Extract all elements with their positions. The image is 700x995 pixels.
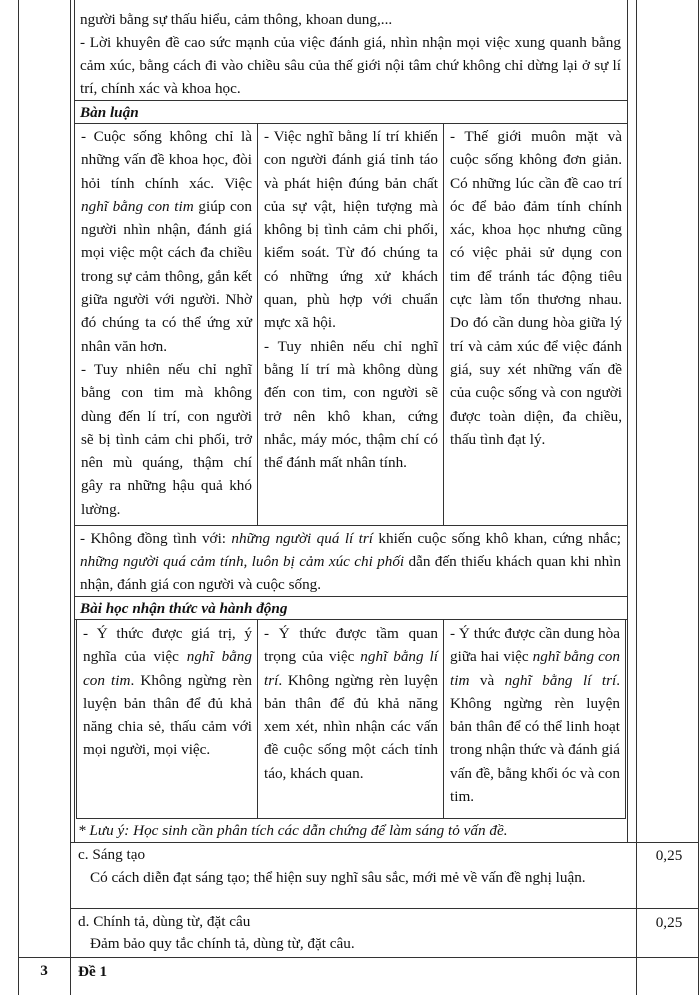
table-border-right — [698, 0, 699, 995]
discussion-heading: Bàn luận — [80, 104, 139, 121]
lesson-col-balance — [443, 620, 625, 818]
criteria-d-score: 0,25 — [655, 914, 683, 931]
lesson-col3-text-b: . Không ngừng rèn luyện bản thân để có thể linh hoạt trong nhận thức và đánh giá vấn đề, bằng khối óc và con tim. — [450, 671, 620, 806]
discussion-col2-para2: - Tuy nhiên nếu chỉ nghĩ bằng lí trí mà không dùng đến con tim, con người sẽ trở nên khô khan, cứng nhắc, máy móc, thậm chí có thể đánh mất nhân tính. — [264, 337, 438, 472]
lesson-columns — [76, 619, 626, 819]
lesson-col-heart — [77, 620, 257, 818]
note-text: * Lưu ý: Học sinh cần phân tích các dẫn chứng để làm sáng tỏ vấn đề. — [78, 822, 508, 839]
discussion-col3-para1: - Thế giới muôn mặt và cuộc sống không đơn giản. Có những lúc cần đề cao trí óc để bảo đảm tính chính xác, khoa học nhưng cũng có việc phải sử dụng con tim để tránh tác động tiêu cực làm tổn thương nhau. Do đó cần dung hòa giữa lý trí và cảm xúc để việc đánh giá, suy xét những vấn đề của cuộc sống và con người được toàn diện, đa chiều, thấu tình đạt lý. — [450, 128, 622, 448]
discussion-columns — [74, 123, 628, 526]
lesson-heading: Bài học nhận thức và hành động — [80, 600, 288, 617]
criteria-c-desc: Có cách diễn đạt sáng tạo; thể hiện suy nghĩ sâu sắc, mới mẻ về vấn đề nghị luận. — [90, 869, 586, 886]
section-number: 3 — [40, 962, 48, 979]
row-divider-section-3 — [18, 957, 699, 958]
section-label: Đề 1 — [78, 963, 108, 980]
discussion-col1-text-a: - Cuộc sống không chỉ là những vấn đề khoa học, đòi hỏi tính chính xác. Việc — [81, 128, 252, 192]
discussion-col2-para1: - Việc nghĩ bằng lí trí khiến con người đánh giá tỉnh táo và phát hiện đúng bản chất của sự vật, hiện tượng mà không bị tình cảm chi phối, kiểm soát. Từ đó chúng ta có những ứng xử khách quan, phù hợp với chuẩn mực xã hội. — [264, 128, 438, 332]
disagree-text-a: - Không đồng tình với: — [80, 530, 232, 547]
lesson-col3-emphasis-1: nghĩ bằng con tim — [450, 648, 620, 689]
lesson-col1-text-a: - Ý thức được giá trị, ý nghĩa của việc — [83, 625, 252, 666]
lesson-col1-emphasis: nghĩ bằng con tim — [83, 648, 252, 689]
disagree-text-c: dẫn đến thiếu khách quan khi nhìn nhận, đánh giá con người và cuộc sống. — [80, 553, 621, 593]
row-divider-criteria-d — [70, 908, 699, 909]
discussion-col-reason — [257, 123, 443, 525]
discussion-col1-text-b: giúp con người nhìn nhận, đánh giá mọi việc một cách đa chiều trong sự cảm thông, gắn kết giữa người với người. Nhờ đó chúng ta có thể ứng xử nhân văn hơn. — [81, 197, 252, 355]
table-border-left — [18, 0, 19, 995]
lesson-col2-text-a: - Ý thức được tầm quan trọng của việc — [264, 625, 438, 666]
intro-line-1: người bằng sự thấu hiểu, cảm thông, khoan dung,... — [80, 11, 393, 28]
intro-divider — [74, 100, 628, 101]
criteria-c-score: 0,25 — [655, 847, 683, 864]
criteria-c-title: c. Sáng tạo — [78, 846, 146, 863]
lesson-col-reason — [257, 620, 443, 818]
intro-line-2: - Lời khuyên đề cao sức mạnh của việc đánh giá, nhìn nhận mọi việc xung quanh bằng cảm xúc, bằng cách đi vào chiều sâu của thế giới nội tâm chứ không chỉ dừng lại ở sự lí trí, chính xác và khoa học. — [80, 34, 621, 97]
criteria-d-desc: Đảm bảo quy tắc chính tả, dùng từ, đặt câu. — [90, 935, 355, 952]
table-border-col2 — [70, 0, 71, 995]
discussion-col1-para2: - Tuy nhiên nếu chỉ nghĩ bằng con tim mà không dùng đến lí trí, con người sẽ bị tình cảm chi phối, trở nên mù quáng, thậm chí gây ra những hậu quả khó lường. — [81, 360, 252, 518]
criteria-d-title: d. Chính tả, dùng từ, đặt câu — [78, 913, 251, 930]
lesson-col1-text-b: . Không ngừng rèn luyện bản thân để đủ khả năng chia sẻ, thấu cảm với mọi người, mọi việc. — [83, 671, 252, 759]
lesson-col3-text-mid: và — [469, 671, 505, 689]
disagree-paragraph — [80, 527, 621, 596]
lesson-col3-text-a: - Ý thức được cần dung hòa giữa hai việc — [450, 625, 620, 666]
discussion-col1-emphasis: nghĩ bằng con tim — [81, 197, 194, 215]
row-divider-criteria-c — [70, 842, 699, 843]
table-border-col3 — [636, 0, 637, 995]
disagree-emphasis-1: những người quá lí trí — [231, 530, 374, 547]
intro-text — [80, 8, 621, 100]
lesson-col2-emphasis: nghĩ bằng lí trí — [264, 648, 438, 689]
lesson-col3-emphasis-2: nghĩ bằng lí trí — [504, 671, 617, 689]
disagree-text-b: khiến cuộc sống khô khan, cứng nhắc; — [373, 530, 621, 547]
disagree-emphasis-2: những người quá cảm tính, luôn bị cảm xúc chi phối — [80, 553, 405, 570]
discussion-col-heart — [75, 123, 257, 525]
lesson-col2-text-b: . Không ngừng rèn luyện bản thân để đủ khả năng xem xét, nhìn nhận các vấn đề cuộc sống một cách tỉnh táo, khách quan. — [264, 671, 438, 782]
discussion-col-balance — [443, 123, 627, 525]
